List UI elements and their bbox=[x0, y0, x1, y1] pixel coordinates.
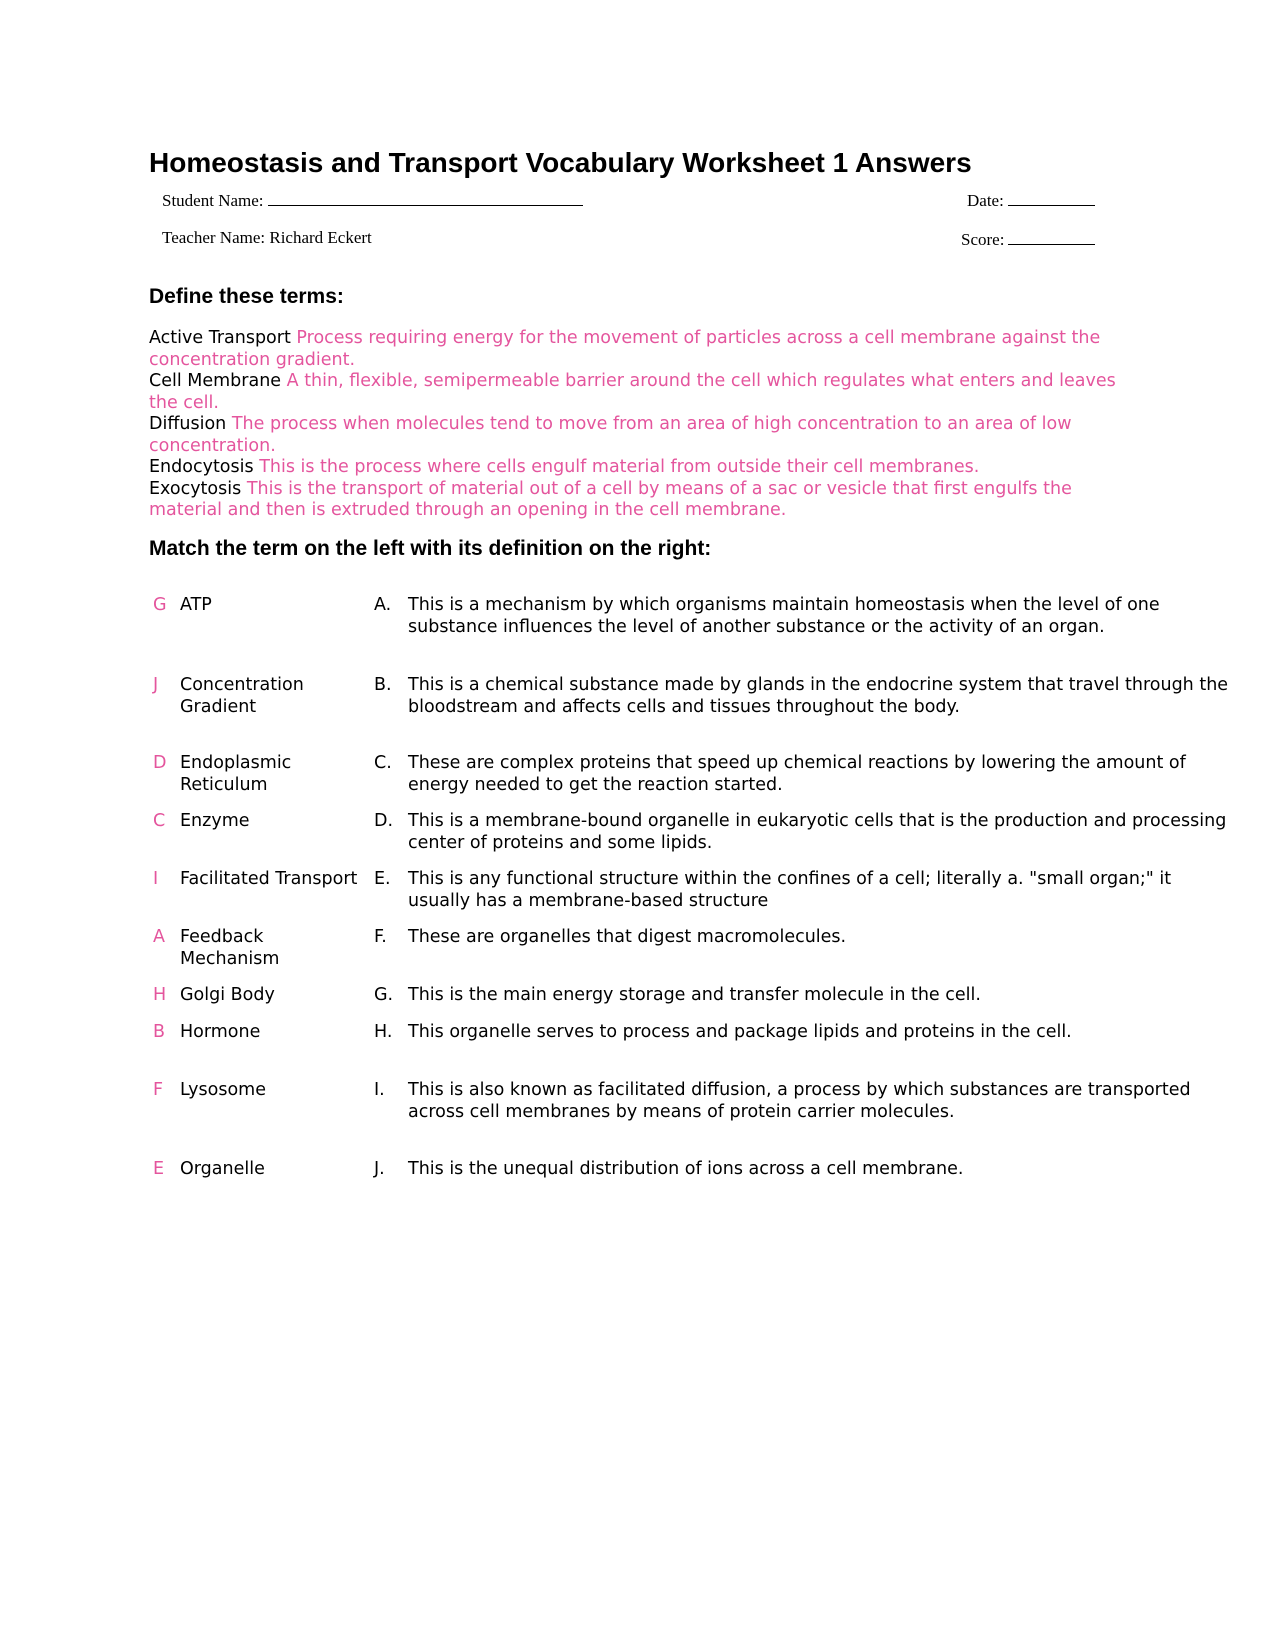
match-answer: E bbox=[153, 1159, 165, 1179]
match-definition-letter: B. bbox=[374, 675, 392, 695]
match-answer: F bbox=[153, 1080, 164, 1100]
definition-item bbox=[149, 414, 1129, 457]
match-definition-letter: I. bbox=[374, 1080, 385, 1100]
definition-answer: This is the process where cells engulf material from outside their cell membranes. bbox=[259, 457, 980, 477]
match-row bbox=[149, 753, 1186, 796]
page-title: Homeostasis and Transport Vocabulary Worksheet 1 Answers bbox=[149, 147, 972, 178]
match-definition-letter: C. bbox=[374, 753, 392, 773]
match-definition: This is also known as facilitated diffusion, a process by which substances are transported across cell membranes by means of protein carrier molecules. bbox=[408, 1080, 1191, 1122]
definition-term: Endocytosis bbox=[149, 457, 254, 477]
match-term: Facilitated Transport bbox=[180, 869, 358, 889]
match-definition-letter: G. bbox=[374, 985, 394, 1005]
date-field bbox=[967, 189, 1095, 211]
match-heading: Match the term on the left with its definition on the right: bbox=[149, 537, 712, 560]
match-answer: H bbox=[153, 985, 167, 1005]
match-answer: D bbox=[153, 753, 167, 773]
match-definition-letter: F. bbox=[374, 927, 387, 947]
match-row bbox=[149, 1080, 1191, 1144]
match-answer: A bbox=[153, 927, 165, 947]
match-definition-letter: J. bbox=[374, 1159, 385, 1179]
definition-term: Cell Membrane bbox=[149, 371, 282, 391]
match-term: Golgi Body bbox=[180, 985, 275, 1005]
definition-term: Diffusion bbox=[149, 414, 227, 434]
definition-answer: This is the transport of material out of a cell by means of a sac or vesicle that first engulfs the material and then is extruded through an opening in the cell membrane. bbox=[149, 478, 1072, 520]
match-definition: This is a membrane-bound organelle in eukaryotic cells that is the production and processing center of proteins and some lipids. bbox=[408, 811, 1227, 853]
match-row bbox=[149, 1159, 1129, 1181]
match-definition: This is a chemical substance made by glands in the endocrine system that travel through the bloodstream and affects cells and tissues throughout the body. bbox=[408, 675, 1229, 717]
match-row bbox=[149, 869, 1172, 912]
student-name-field bbox=[162, 189, 583, 211]
match-definition: This is any functional structure within the confines of a cell; literally a. "small organ;" it usually has a membrane-based structure bbox=[408, 869, 1172, 911]
definition-answer: A thin, flexible, semipermeable barrier around the cell which regulates what enters and leaves the cell. bbox=[149, 371, 1116, 413]
define-heading: Define these terms: bbox=[149, 285, 344, 308]
match-row bbox=[149, 595, 1160, 659]
definition-term: Exocytosis bbox=[149, 478, 242, 499]
match-term: Hormone bbox=[180, 1022, 261, 1042]
match-answer: B bbox=[153, 1022, 166, 1042]
match-definition-letter: A. bbox=[374, 595, 392, 615]
match-row bbox=[149, 1022, 1129, 1065]
student-name-label: Student Name: bbox=[162, 191, 264, 210]
match-definition-letter: H. bbox=[374, 1022, 393, 1042]
score-label: Score: bbox=[961, 230, 1005, 249]
match-row bbox=[149, 985, 1129, 1007]
definition-item bbox=[149, 479, 1129, 522]
date-blank bbox=[1008, 189, 1095, 206]
match-definition: This is a mechanism by which organisms maintain homeostasis when the level of one substance influences the level of another substance or the activity of an organ. bbox=[408, 595, 1160, 637]
teacher-name: Teacher Name: Richard Eckert bbox=[162, 228, 372, 247]
match-term: Concentration Gradient bbox=[180, 675, 304, 717]
match-answer: I bbox=[153, 869, 159, 889]
score-blank bbox=[1008, 228, 1095, 245]
definition-answer: The process when molecules tend to move from an area of high concentration to an area of low concentration. bbox=[149, 414, 1072, 456]
definition-term: Active Transport bbox=[149, 328, 291, 348]
definition-item bbox=[149, 328, 1129, 371]
definition-item bbox=[149, 371, 1129, 414]
date-label: Date: bbox=[967, 191, 1004, 210]
match-term: Organelle bbox=[180, 1159, 265, 1179]
match-definition: This organelle serves to process and package lipids and proteins in the cell. bbox=[408, 1022, 1072, 1042]
match-definition: These are organelles that digest macromolecules. bbox=[408, 927, 847, 947]
match-definition-letter: E. bbox=[374, 869, 391, 889]
match-answer: G bbox=[153, 595, 167, 615]
match-answer: J bbox=[153, 675, 159, 695]
match-term: Lysosome bbox=[180, 1080, 266, 1100]
match-definition: These are complex proteins that speed up chemical reactions by lowering the amount of energy needed to get the reaction started. bbox=[408, 753, 1186, 795]
match-definition: This is the unequal distribution of ions across a cell membrane. bbox=[408, 1159, 964, 1179]
student-name-blank bbox=[268, 189, 583, 206]
match-term: Endoplasmic Reticulum bbox=[180, 753, 292, 795]
match-term: ATP bbox=[180, 595, 212, 615]
definition-list bbox=[149, 328, 1129, 522]
match-answer: C bbox=[153, 811, 166, 831]
match-term: Feedback Mechanism bbox=[180, 927, 280, 969]
match-row bbox=[149, 811, 1227, 854]
definition-answer: Process requiring energy for the movement of particles across a cell membrane against the concentration gradient. bbox=[149, 328, 1101, 370]
match-definition: This is the main energy storage and transfer molecule in the cell. bbox=[408, 985, 981, 1005]
match-definition-letter: D. bbox=[374, 811, 394, 831]
definition-item bbox=[149, 457, 1129, 479]
match-row bbox=[149, 927, 1129, 970]
score-field bbox=[961, 228, 1095, 250]
match-term: Enzyme bbox=[180, 811, 250, 831]
match-row bbox=[149, 675, 1229, 739]
